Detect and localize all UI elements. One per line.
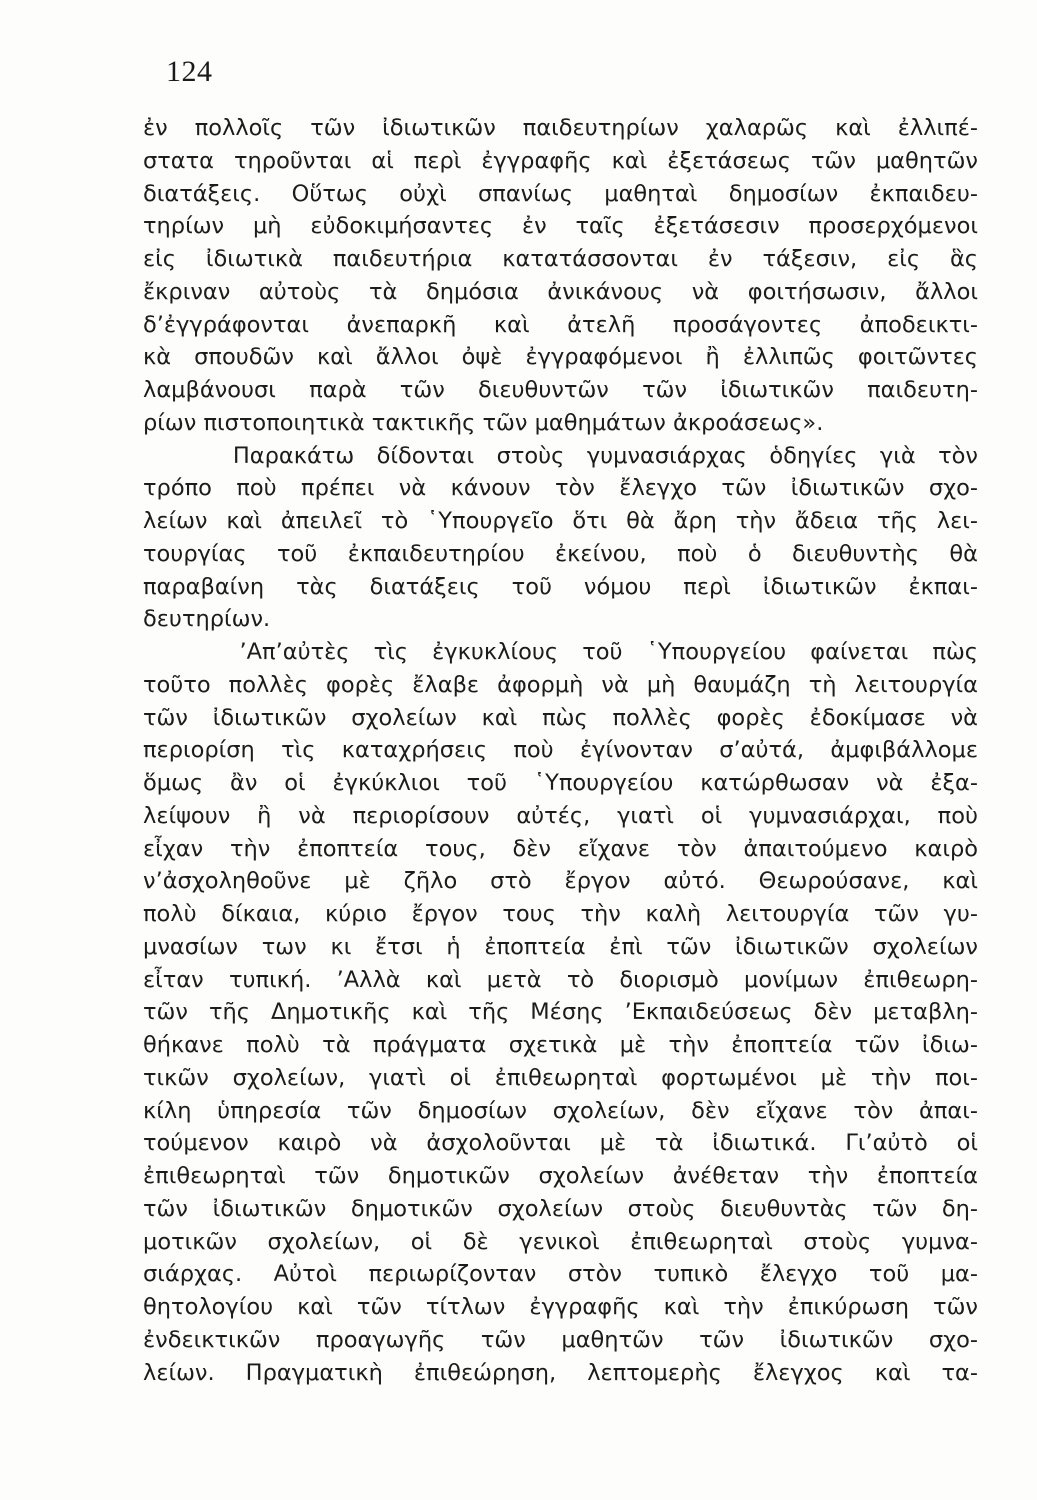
text-line: εἶταν τυπική. ’Αλλὰ καὶ μετὰ τὸ διορισμὸ μονίμων ἐπιθεωρη- [143,966,978,993]
text-line: ἐν πολλοῖς τῶν ἰδιωτικῶν παιδευτηρίων χαλαρῶς καὶ ἐλλιπέ- [143,115,978,141]
text-line: τρόπο ποὺ πρέπει νὰ κάνουν τὸν ἔλεγχο τῶν ἰδιωτικῶν σχο- [143,475,978,502]
text-line: τοῦτο πολλὲς φορὲς ἔλαβε ἀφορμὴ νὰ μὴ θαυμάζη τὴ λειτουργία [143,671,978,698]
text-line: τουργίας τοῦ ἐκπαιδευτηρίου ἐκείνου, ποὺ ὁ διευθυντὴς θὰ [143,540,978,567]
text-line: μνασίων των κι ἔτσι ἡ ἐποπτεία ἐπὶ τῶν ἰδιωτικῶν σχολείων [143,933,978,960]
text-line: κίλη ὑπηρεσία τῶν δημοσίων σχολείων, δὲν εἴχανε τὸν ἀπαι- [143,1097,978,1124]
text-line: τικῶν σχολείων, γιατὶ οἱ ἐπιθεωρηταὶ φορτωμένοι μὲ τὴν ποι- [143,1064,978,1091]
text-line: δ’ἐγγράφονται ἀνεπαρκῆ καὶ ἀτελῆ προσάγοντες ἀποδεικτι- [143,311,978,338]
text-line: τῶν ἰδιωτικῶν δημοτικῶν σχολείων στοὺς διευθυντὰς τῶν δη- [143,1195,978,1222]
text-line: ρίων πιστοποιητικὰ τακτικῆς τῶν μαθημάτων ἀκροάσεως». [143,409,824,436]
text-line: μοτικῶν σχολείων, οἱ δὲ γενικοὶ ἐπιθεωρηταὶ στοὺς γυμνα- [143,1228,978,1255]
text-line: σιάρχας. Αὐτοὶ περιωρίζονταν στὸν τυπικὸ ἔλεγχο τοῦ μα- [143,1261,978,1288]
text-line: εἶχαν τὴν ἐποπτεία τους, δὲν εἴχανε τὸν ἀπαιτούμενο καιρὸ [143,835,978,862]
text-line: λείψουν ἢ νὰ περιορίσουν αὐτές, γιατὶ οἱ γυμνασιάρχαι, ποὺ [143,802,978,829]
text-line: δευτηρίων. [143,606,271,633]
text-line: περιορίση τὶς καταχρήσεις ποὺ ἐγίνονταν σ’αὐτά, ἀμφιβάλλομε [143,737,978,764]
page-number: 124 [166,55,213,88]
text-line: τῶν τῆς Δημοτικῆς καὶ τῆς Μέσης ’Εκπαιδεύσεως δὲν μεταβλη- [143,999,978,1026]
text-line: ν’ἀσχοληθοῦνε μὲ ζῆλο στὸ ἔργον αὐτό. Θεωρούσανε, καὶ [143,868,978,895]
text-line: θητολογίου καὶ τῶν τίτλων ἐγγραφῆς καὶ τὴν ἐπικύρωση τῶν [143,1294,978,1320]
text-line: στατα τηροῦνται αἱ περὶ ἐγγραφῆς καὶ ἐξετάσεως τῶν μαθητῶν [143,147,978,174]
text-line: θήκανε πολὺ τὰ πράγματα σχετικὰ μὲ τὴν ἐποπτεία τῶν ἰδιω- [143,1032,978,1058]
text-line: εἰς ἰδιωτικὰ παιδευτήρια κατατάσσονται ἐν τάξεσιν, εἰς ἃς [143,246,978,272]
text-line: τούμενον καιρὸ νὰ ἀσχολοῦνται μὲ τὰ ἰδιωτικά. Γι’αὐτὸ οἱ [143,1130,978,1157]
text-line: ἔκριναν αὐτοὺς τὰ δημόσια ἀνικάνους νὰ φοιτήσωσιν, ἄλλοι [143,278,978,305]
text-line: ὅμως ἂν οἱ ἐγκύκλιοι τοῦ ῾Υπουργείου κατώρθωσαν νὰ ἐξα- [143,770,978,796]
text-line: λαμβάνουσι παρὰ τῶν διευθυντῶν τῶν ἰδιωτικῶν παιδευτη- [143,377,978,403]
text-line: διατάξεις. Οὕτως οὐχὶ σπανίως μαθηταὶ δημοσίων ἐκπαιδευ- [143,180,978,207]
text-line: λείων καὶ ἀπειλεῖ τὸ ῾Υπουργεῖο ὅτι θὰ ἄρη τὴν ἄδεια τῆς λει- [143,508,978,534]
text-line: ’Απ’αὐτὲς τὶς ἐγκυκλίους τοῦ ῾Υπουργείου φαίνεται πὼς [143,639,978,665]
body-text [143,112,978,1389]
text-line: Παρακάτω δίδονται στοὺς γυμνασιάρχας ὁδηγίες γιὰ τὸν [143,442,978,469]
text-line: τῶν ἰδιωτικῶν σχολείων καὶ πὼς πολλὲς φορὲς ἐδοκίμασε νὰ [143,704,978,731]
text-line: λείων. Πραγματικὴ ἐπιθεώρηση, λεπτομερὴς ἔλεγχος καὶ τα- [143,1359,978,1386]
text-line: παραβαίνη τὰς διατάξεις τοῦ νόμου περὶ ἰδιωτικῶν ἐκπαι- [143,573,978,600]
text-line: πολὺ δίκαια, κύριο ἔργον τους τὴν καλὴ λειτουργία τῶν γυ- [143,901,978,927]
text-line: κὰ σπουδῶν καὶ ἄλλοι ὀψὲ ἐγγραφόμενοι ἢ ἐλλιπῶς φοιτῶντες [143,344,978,371]
text-line: τηρίων μὴ εὐδοκιμήσαντες ἐν ταῖς ἐξετάσεσιν προσερχόμενοι [143,213,978,240]
text-line: ἐπιθεωρηταὶ τῶν δημοτικῶν σχολείων ἀνέθεταν τὴν ἐποπτεία [143,1163,978,1189]
text-line: ἐνδεικτικῶν προαγωγῆς τῶν μαθητῶν τῶν ἰδιωτικῶν σχο- [143,1326,978,1353]
